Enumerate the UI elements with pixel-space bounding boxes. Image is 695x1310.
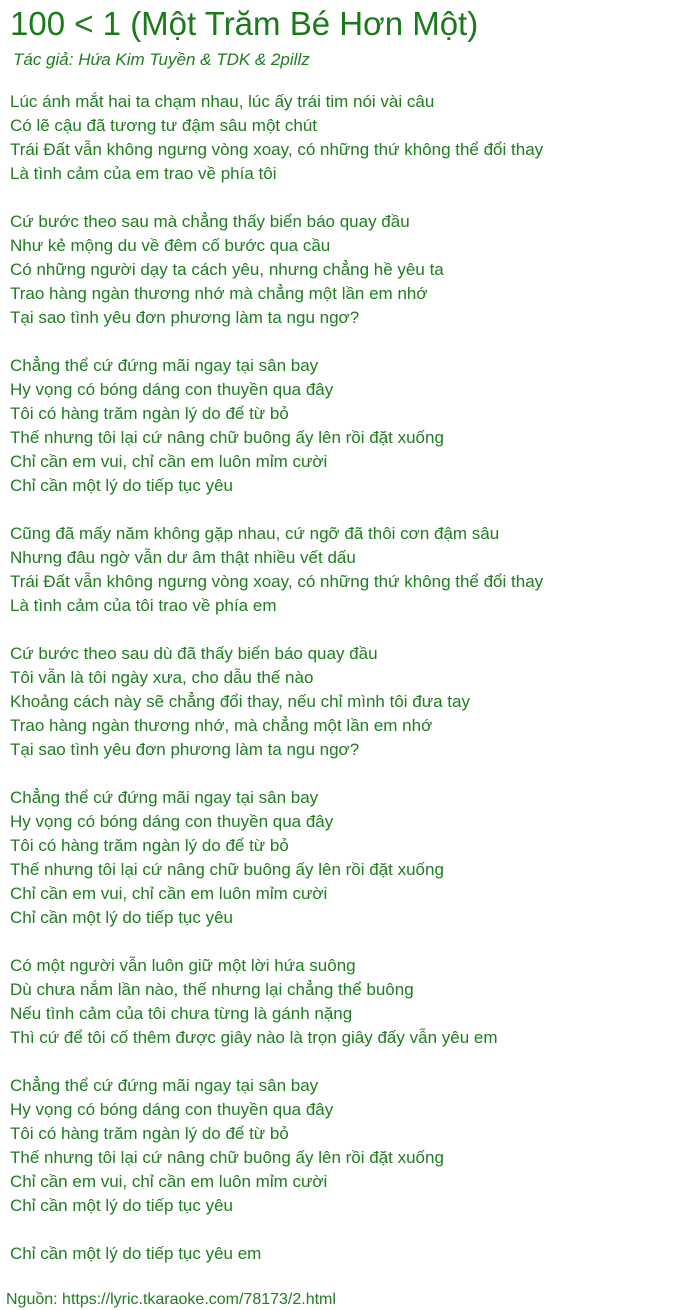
lyric-line: Chỉ cần một lý do tiếp tục yêu [10,1196,234,1215]
lyric-line: Có lẽ cậu đã tương tư đậm sâu một chút [10,116,318,135]
lyric-line: Tôi có hàng trăm ngàn lý do để từ bỏ [10,404,289,423]
lyric-line: Trái Đất vẫn không ngưng vòng xoay, có những thứ không thể đổi thay [10,140,544,159]
lyric-line: Chẳng thể cứ đứng mãi ngay tại sân bay [10,356,319,375]
lyric-line: Tôi vẫn là tôi ngày xưa, cho dẫu thế nào [10,668,314,687]
lyrics-body [10,90,685,1266]
lyric-line: Chỉ cần em vui, chỉ cần em luôn mỉm cười [10,452,328,471]
lyric-line: Trái Đất vẫn không ngưng vòng xoay, có những thứ không thể đổi thay [10,572,544,591]
stanza [10,522,685,618]
lyric-line: Hy vọng có bóng dáng con thuyền qua đây [10,812,334,831]
lyric-line: Chỉ cần một lý do tiếp tục yêu [10,908,234,927]
lyric-line: Thế nhưng tôi lại cứ nâng chữ buông ấy lên rồi đặt xuống [10,860,444,879]
lyric-line: Chỉ cần em vui, chỉ cần em luôn mỉm cười [10,1172,328,1191]
lyric-line: Cũng đã mấy năm không gặp nhau, cứ ngỡ đã thôi cơn đậm sâu [10,524,500,543]
lyric-line: Khoảng cách này sẽ chẳng đổi thay, nếu chỉ mình tôi đưa tay [10,692,470,711]
lyric-line: Thế nhưng tôi lại cứ nâng chữ buông ấy lên rồi đặt xuống [10,1148,444,1167]
lyric-line: Trao hàng ngàn thương nhớ, mà chẳng một lần em nhớ [10,716,433,735]
lyric-line: Là tình cảm của em trao về phía tôi [10,164,277,183]
lyric-line: Nếu tình cảm của tôi chưa từng là gánh nặng [10,1004,353,1023]
lyric-line: Chỉ cần em vui, chỉ cần em luôn mỉm cười [10,884,328,903]
stanza [10,1074,685,1218]
lyric-line: Như kẻ mộng du về đêm cố bước qua cầu [10,236,331,255]
lyric-line: Tôi có hàng trăm ngàn lý do để từ bỏ [10,1124,289,1143]
lyric-line: Tại sao tình yêu đơn phương làm ta ngu ngơ? [10,308,360,327]
lyric-line: Có một người vẫn luôn giữ một lời hứa suông [10,956,356,975]
lyric-line: Dù chưa nắm lần nào, thế nhưng lại chẳng thể buông [10,980,414,999]
lyric-line: Trao hàng ngàn thương nhớ mà chẳng một lần em nhớ [10,284,428,303]
lyric-line: Thì cứ để tôi cố thêm được giây nào là trọn giây đấy vẫn yêu em [10,1028,498,1047]
source-line: Nguồn: https://lyric.tkaraoke.com/78173/2.html [6,1291,336,1308]
lyric-line: Chỉ cần một lý do tiếp tục yêu [10,476,234,495]
stanza [10,354,685,498]
stanza [10,210,685,330]
lyric-line: Hy vọng có bóng dáng con thuyền qua đây [10,380,334,399]
stanza [10,786,685,930]
stanza [10,642,685,762]
lyric-line: Nhưng đâu ngờ vẫn dư âm thật nhiều vết dấu [10,548,356,567]
stanza [10,1242,685,1266]
lyric-line: Hy vọng có bóng dáng con thuyền qua đây [10,1100,334,1119]
lyric-line: Chẳng thể cứ đứng mãi ngay tại sân bay [10,788,319,807]
lyric-line: Là tình cảm của tôi trao về phía em [10,596,277,615]
stanza [10,90,685,186]
lyric-line: Có những người dạy ta cách yêu, nhưng chẳng hề yêu ta [10,260,444,279]
lyric-line: Cứ bước theo sau dù đã thấy biển báo quay đầu [10,644,378,663]
lyric-line: Lúc ánh mắt hai ta chạm nhau, lúc ấy trái tim nói vài câu [10,92,435,111]
song-title: 100 < 1 (Một Trăm Bé Hơn Một) [10,5,479,42]
lyric-line: Cứ bước theo sau mà chẳng thấy biển báo quay đầu [10,212,410,231]
lyric-line: Chỉ cần một lý do tiếp tục yêu em [10,1244,262,1263]
lyric-line: Chẳng thể cứ đứng mãi ngay tại sân bay [10,1076,319,1095]
lyric-line: Thế nhưng tôi lại cứ nâng chữ buông ấy lên rồi đặt xuống [10,428,444,447]
lyric-line: Tại sao tình yêu đơn phương làm ta ngu ngơ? [10,740,360,759]
author-line: Tác giả: Hứa Kim Tuyền & TDK & 2pillz [13,50,310,69]
lyric-line: Tôi có hàng trăm ngàn lý do để từ bỏ [10,836,289,855]
stanza [10,954,685,1050]
